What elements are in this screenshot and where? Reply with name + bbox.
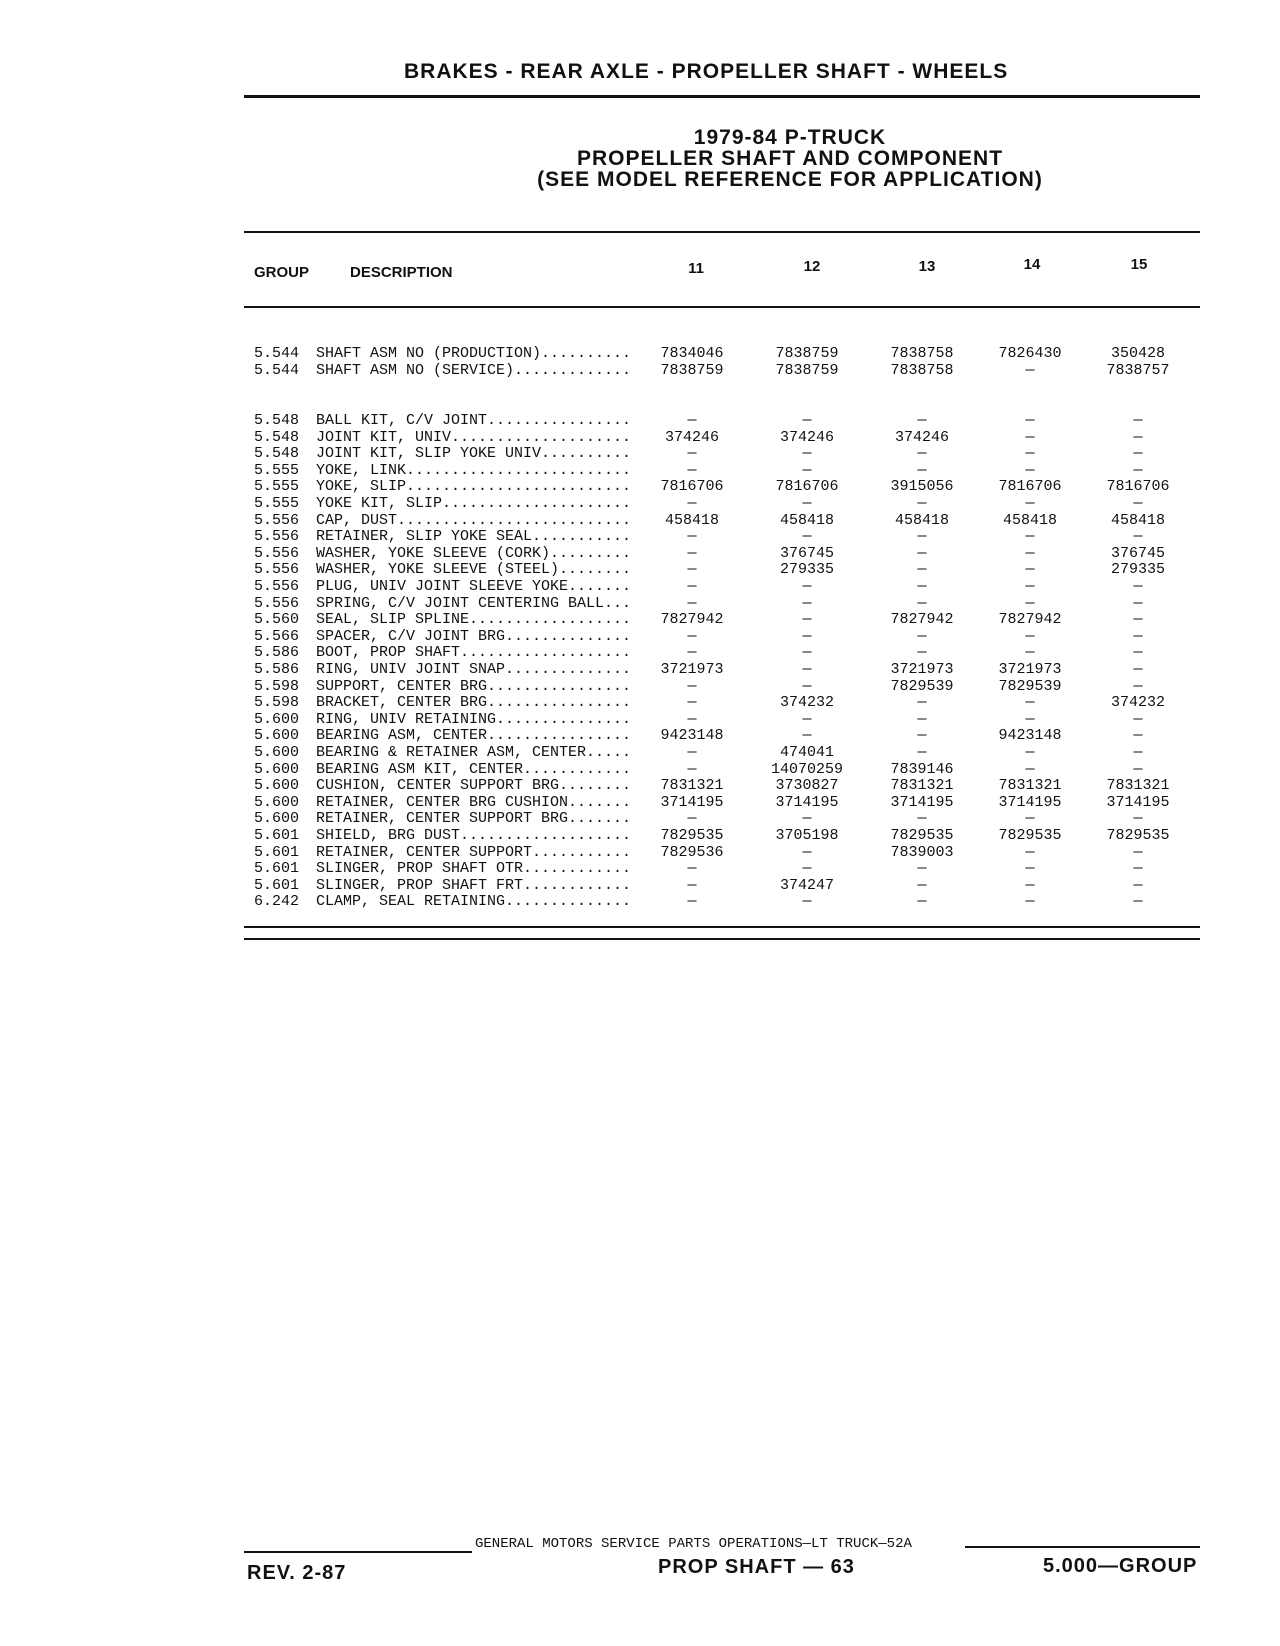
row-part-number: 3714195: [660, 793, 724, 811]
row-part-number: —: [802, 528, 812, 546]
row-part-number: —: [687, 810, 697, 828]
model-column-header: 13: [918, 258, 936, 275]
row-part-number: 7827942: [998, 611, 1062, 629]
row-part-number: —: [1133, 810, 1143, 828]
row-part-number: —: [802, 627, 812, 645]
row-part-number: —: [917, 578, 927, 595]
row-group-number: 5.560: [254, 611, 300, 629]
row-part-number: —: [802, 461, 812, 479]
row-part-number: 7829536: [660, 843, 724, 861]
row-description: YOKE KIT, SLIP.....................: [316, 495, 632, 512]
footer-rule-left: [244, 1551, 472, 1553]
row-part-number: —: [917, 644, 927, 662]
row-part-number: —: [1133, 893, 1143, 911]
row-group-number: 5.600: [254, 793, 300, 811]
row-group-number: 5.600: [254, 760, 300, 778]
row-description: SLINGER, PROP SHAFT FRT............: [316, 876, 632, 894]
row-part-number: —: [687, 445, 697, 463]
row-part-number: —: [1133, 594, 1143, 612]
row-part-number: 3714195: [890, 793, 954, 811]
row-part-number: —: [1025, 544, 1035, 562]
row-group-number: 5.548: [254, 412, 300, 429]
model-column-header: 12: [803, 258, 821, 275]
row-part-number: —: [1025, 495, 1035, 512]
row-part-number: —: [1025, 893, 1035, 911]
row-part-number: 376745: [779, 544, 834, 562]
row-part-number: 7838758: [890, 361, 954, 379]
row-part-number: 7829539: [998, 677, 1062, 695]
footer-rule-right: [965, 1546, 1200, 1548]
row-part-number: —: [687, 744, 697, 761]
row-part-number: —: [917, 710, 927, 728]
row-part-number: —: [802, 611, 812, 629]
row-part-number: —: [917, 727, 927, 745]
row-group-number: 5.598: [254, 694, 300, 712]
row-part-number: —: [687, 578, 697, 595]
row-part-number: —: [802, 594, 812, 612]
row-part-number: —: [1025, 876, 1035, 894]
row-description: SLINGER, PROP SHAFT OTR............: [316, 860, 632, 878]
row-part-number: —: [1133, 727, 1143, 745]
row-description: RETAINER, CENTER SUPPORT...........: [316, 843, 632, 861]
row-part-number: 458418: [664, 511, 719, 529]
row-part-number: 374232: [1110, 694, 1165, 712]
row-part-number: 3730827: [775, 777, 839, 795]
row-part-number: —: [687, 627, 697, 645]
row-description: RETAINER, SLIP YOKE SEAL...........: [316, 528, 632, 546]
row-part-number: —: [1025, 428, 1035, 446]
row-part-number: —: [1025, 644, 1035, 662]
row-part-number: —: [1025, 627, 1035, 645]
row-part-number: —: [1133, 627, 1143, 645]
row-part-number: —: [802, 661, 812, 678]
row-description: RING, UNIV JOINT SNAP..............: [316, 661, 632, 678]
row-part-number: 7838759: [660, 361, 724, 379]
row-part-number: —: [687, 644, 697, 662]
title-line-1: 1979-84 P-TRUCK: [693, 126, 887, 149]
row-part-number: —: [687, 461, 697, 479]
title-line-3: (SEE MODEL REFERENCE FOR APPLICATION): [537, 168, 1043, 191]
row-group-number: 5.555: [254, 478, 300, 496]
row-part-number: —: [687, 677, 697, 695]
row-part-number: —: [1025, 594, 1035, 612]
row-part-number: —: [687, 528, 697, 546]
row-group-number: 5.555: [254, 495, 300, 512]
row-group-number: 5.548: [254, 445, 300, 463]
row-part-number: —: [802, 893, 812, 911]
row-description: BEARING ASM KIT, CENTER............: [316, 760, 632, 778]
row-part-number: 279335: [1110, 561, 1165, 579]
row-description: CUSHION, CENTER SUPPORT BRG........: [316, 777, 632, 795]
row-part-number: —: [917, 627, 927, 645]
row-part-number: —: [1025, 578, 1035, 595]
row-group-number: 5.544: [254, 345, 300, 362]
row-part-number: 7838757: [1106, 361, 1170, 379]
row-group-number: 5.601: [254, 843, 300, 861]
row-part-number: —: [687, 710, 697, 728]
row-part-number: 3721973: [890, 661, 954, 678]
row-description: RETAINER, CENTER SUPPORT BRG.......: [316, 810, 632, 828]
row-part-number: —: [1025, 860, 1035, 878]
row-part-number: —: [687, 876, 697, 894]
row-part-number: 14070259: [770, 760, 843, 778]
row-description: SHAFT ASM NO (PRODUCTION)..........: [316, 345, 632, 362]
table-header-rule: [244, 306, 1200, 308]
row-part-number: 7827942: [660, 611, 724, 629]
row-description: BEARING ASM, CENTER................: [316, 727, 632, 745]
row-part-number: 7829535: [998, 827, 1062, 844]
row-group-number: 5.600: [254, 744, 300, 761]
row-part-number: 458418: [1002, 511, 1057, 529]
row-part-number: 7826430: [998, 345, 1062, 362]
row-part-number: 7831321: [998, 777, 1062, 795]
row-part-number: —: [1133, 744, 1143, 761]
row-part-number: —: [1133, 528, 1143, 546]
row-part-number: —: [1025, 694, 1035, 712]
row-description: SUPPORT, CENTER BRG................: [316, 677, 632, 695]
row-part-number: 3721973: [660, 661, 724, 678]
row-part-number: —: [802, 578, 812, 595]
row-group-number: 5.556: [254, 511, 300, 529]
row-part-number: 7816706: [775, 478, 839, 496]
row-part-number: —: [1133, 644, 1143, 662]
row-part-number: —: [917, 412, 927, 429]
row-part-number: 7831321: [1106, 777, 1170, 795]
row-part-number: —: [1133, 876, 1143, 894]
row-part-number: —: [917, 810, 927, 828]
row-part-number: —: [917, 694, 927, 712]
row-part-number: —: [1025, 760, 1035, 778]
row-description: YOKE, LINK.........................: [316, 461, 632, 479]
row-group-number: 5.600: [254, 727, 300, 745]
row-part-number: 7838759: [775, 345, 839, 362]
row-part-number: 7816706: [660, 478, 724, 496]
row-description: SPACER, C/V JOINT BRG..............: [316, 627, 632, 645]
row-group-number: 5.598: [254, 677, 300, 695]
row-description: BALL KIT, C/V JOINT................: [316, 412, 632, 429]
row-part-number: 374246: [664, 428, 719, 446]
row-part-number: 7831321: [660, 777, 724, 795]
row-part-number: 3721973: [998, 661, 1062, 678]
row-group-number: 5.586: [254, 661, 300, 678]
row-description: BOOT, PROP SHAFT...................: [316, 644, 632, 662]
row-description: SPRING, C/V JOINT CENTERING BALL...: [316, 594, 632, 612]
row-part-number: 3705198: [775, 827, 839, 844]
row-part-number: 279335: [779, 561, 834, 579]
row-group-number: 5.556: [254, 594, 300, 612]
row-group-number: 5.556: [254, 561, 300, 579]
row-description: JOINT KIT, UNIV....................: [316, 428, 632, 446]
row-part-number: —: [1133, 428, 1143, 446]
row-part-number: —: [1025, 810, 1035, 828]
row-part-number: 7839146: [890, 760, 954, 778]
row-part-number: —: [1133, 843, 1143, 861]
row-part-number: 458418: [779, 511, 834, 529]
row-part-number: —: [802, 710, 812, 728]
row-part-number: —: [802, 412, 812, 429]
row-group-number: 5.566: [254, 627, 300, 645]
row-part-number: —: [1133, 611, 1143, 629]
row-part-number: 7834046: [660, 345, 724, 362]
row-part-number: —: [802, 860, 812, 878]
row-part-number: 7829539: [890, 677, 954, 695]
row-part-number: —: [687, 594, 697, 612]
row-part-number: —: [917, 544, 927, 562]
row-group-number: 5.556: [254, 528, 300, 546]
footer-page-number: PROP SHAFT — 63: [658, 1556, 855, 1578]
row-part-number: —: [1133, 495, 1143, 512]
row-part-number: —: [1025, 361, 1035, 379]
row-part-number: —: [1133, 860, 1143, 878]
footer-group: 5.000—GROUP: [1043, 1555, 1198, 1577]
row-part-number: —: [802, 727, 812, 745]
row-description: SHAFT ASM NO (SERVICE).............: [316, 361, 632, 379]
row-part-number: —: [802, 843, 812, 861]
description-column-header: DESCRIPTION: [350, 264, 453, 281]
row-description: BEARING & RETAINER ASM, CENTER.....: [316, 744, 632, 761]
table-top-rule: [244, 231, 1200, 233]
row-part-number: —: [917, 528, 927, 546]
row-part-number: 7827942: [890, 611, 954, 629]
row-part-number: —: [1025, 561, 1035, 579]
row-part-number: 350428: [1110, 345, 1165, 362]
row-part-number: —: [1133, 412, 1143, 429]
row-part-number: —: [917, 893, 927, 911]
row-description: BRACKET, CENTER BRG................: [316, 694, 632, 712]
row-part-number: —: [687, 544, 697, 562]
row-group-number: 5.586: [254, 644, 300, 662]
row-part-number: 374246: [894, 428, 949, 446]
row-part-number: —: [687, 495, 697, 512]
footer-publisher: GENERAL MOTORS SERVICE PARTS OPERATIONS—LT TRUCK—52A: [475, 1536, 912, 1552]
row-part-number: —: [802, 677, 812, 695]
row-part-number: —: [917, 860, 927, 878]
row-part-number: —: [917, 744, 927, 761]
row-part-number: —: [802, 445, 812, 463]
model-column-header: 14: [1023, 256, 1041, 273]
title-line-2: PROPELLER SHAFT AND COMPONENT: [576, 147, 1004, 170]
row-part-number: 7816706: [998, 478, 1062, 496]
row-part-number: —: [1133, 661, 1143, 678]
row-part-number: 9423148: [660, 727, 724, 745]
row-part-number: —: [1025, 843, 1035, 861]
model-column-header: 15: [1130, 256, 1148, 273]
row-part-number: 3714195: [1106, 793, 1170, 811]
row-part-number: 7831321: [890, 777, 954, 795]
group-column-header: GROUP: [254, 264, 310, 281]
row-part-number: —: [917, 495, 927, 512]
row-description: RETAINER, CENTER BRG CUSHION.......: [316, 793, 632, 811]
row-part-number: 9423148: [998, 727, 1062, 745]
row-part-number: —: [687, 760, 697, 778]
row-part-number: —: [687, 893, 697, 911]
row-part-number: 474041: [779, 744, 834, 761]
row-part-number: —: [1025, 461, 1035, 479]
row-description: CLAMP, SEAL RETAINING..............: [316, 893, 632, 911]
row-part-number: —: [917, 445, 927, 463]
table-bottom-rule-1: [244, 926, 1200, 928]
row-part-number: 374247: [779, 876, 834, 894]
row-part-number: 7839003: [890, 843, 954, 861]
row-part-number: 7816706: [1106, 478, 1170, 496]
row-part-number: 458418: [894, 511, 949, 529]
row-part-number: —: [1025, 710, 1035, 728]
row-group-number: 5.600: [254, 777, 300, 795]
row-part-number: —: [1133, 578, 1143, 595]
row-group-number: 5.556: [254, 544, 300, 562]
row-part-number: —: [687, 412, 697, 429]
row-part-number: —: [1133, 710, 1143, 728]
model-column-header: 11: [688, 260, 704, 277]
row-description: RING, UNIV RETAINING...............: [316, 710, 632, 728]
row-part-number: 458418: [1110, 511, 1165, 529]
row-part-number: 7829535: [890, 827, 954, 844]
row-part-number: —: [1025, 744, 1035, 761]
row-part-number: —: [917, 561, 927, 579]
row-part-number: 7829535: [1106, 827, 1170, 844]
row-description: SEAL, SLIP SPLINE..................: [316, 611, 632, 629]
row-part-number: 3915056: [890, 478, 954, 496]
header-rule: [244, 95, 1200, 98]
row-part-number: —: [687, 694, 697, 712]
row-description: WASHER, YOKE SLEEVE (STEEL)........: [316, 561, 632, 579]
row-part-number: —: [1025, 412, 1035, 429]
row-group-number: 5.556: [254, 578, 300, 595]
row-group-number: 6.242: [254, 893, 300, 911]
row-part-number: —: [1025, 528, 1035, 546]
row-part-number: —: [687, 561, 697, 579]
row-group-number: 5.600: [254, 710, 300, 728]
section-header: BRAKES - REAR AXLE - PROPELLER SHAFT - WHEELS: [404, 60, 1009, 83]
row-part-number: —: [1133, 677, 1143, 695]
row-part-number: —: [1133, 760, 1143, 778]
table-bottom-rule-2: [244, 938, 1200, 940]
row-part-number: —: [802, 495, 812, 512]
footer-revision: REV. 2-87: [247, 1562, 347, 1584]
row-part-number: 7829535: [660, 827, 724, 844]
row-group-number: 5.600: [254, 810, 300, 828]
row-group-number: 5.544: [254, 361, 300, 379]
row-group-number: 5.601: [254, 827, 300, 844]
row-part-number: —: [917, 594, 927, 612]
row-group-number: 5.601: [254, 876, 300, 894]
row-description: JOINT KIT, SLIP YOKE UNIV..........: [316, 445, 632, 463]
row-group-number: 5.601: [254, 860, 300, 878]
row-part-number: 3714195: [998, 793, 1062, 811]
row-part-number: —: [917, 876, 927, 894]
row-description: WASHER, YOKE SLEEVE (CORK).........: [316, 544, 632, 562]
row-part-number: 374232: [779, 694, 834, 712]
row-description: SHIELD, BRG DUST...................: [316, 827, 632, 844]
row-description: PLUG, UNIV JOINT SLEEVE YOKE.......: [316, 578, 632, 595]
row-description: CAP, DUST..........................: [316, 511, 632, 529]
row-part-number: —: [917, 461, 927, 479]
row-part-number: —: [802, 810, 812, 828]
row-group-number: 5.555: [254, 461, 300, 479]
row-part-number: 3714195: [775, 793, 839, 811]
row-part-number: —: [802, 644, 812, 662]
row-part-number: 7838758: [890, 345, 954, 362]
row-part-number: —: [1133, 445, 1143, 463]
row-part-number: —: [1133, 461, 1143, 479]
row-part-number: 7838759: [775, 361, 839, 379]
row-group-number: 5.548: [254, 428, 300, 446]
row-part-number: —: [687, 860, 697, 878]
row-part-number: 376745: [1110, 544, 1165, 562]
row-description: YOKE, SLIP.........................: [316, 478, 632, 496]
row-part-number: —: [1025, 445, 1035, 463]
row-part-number: 374246: [779, 428, 834, 446]
